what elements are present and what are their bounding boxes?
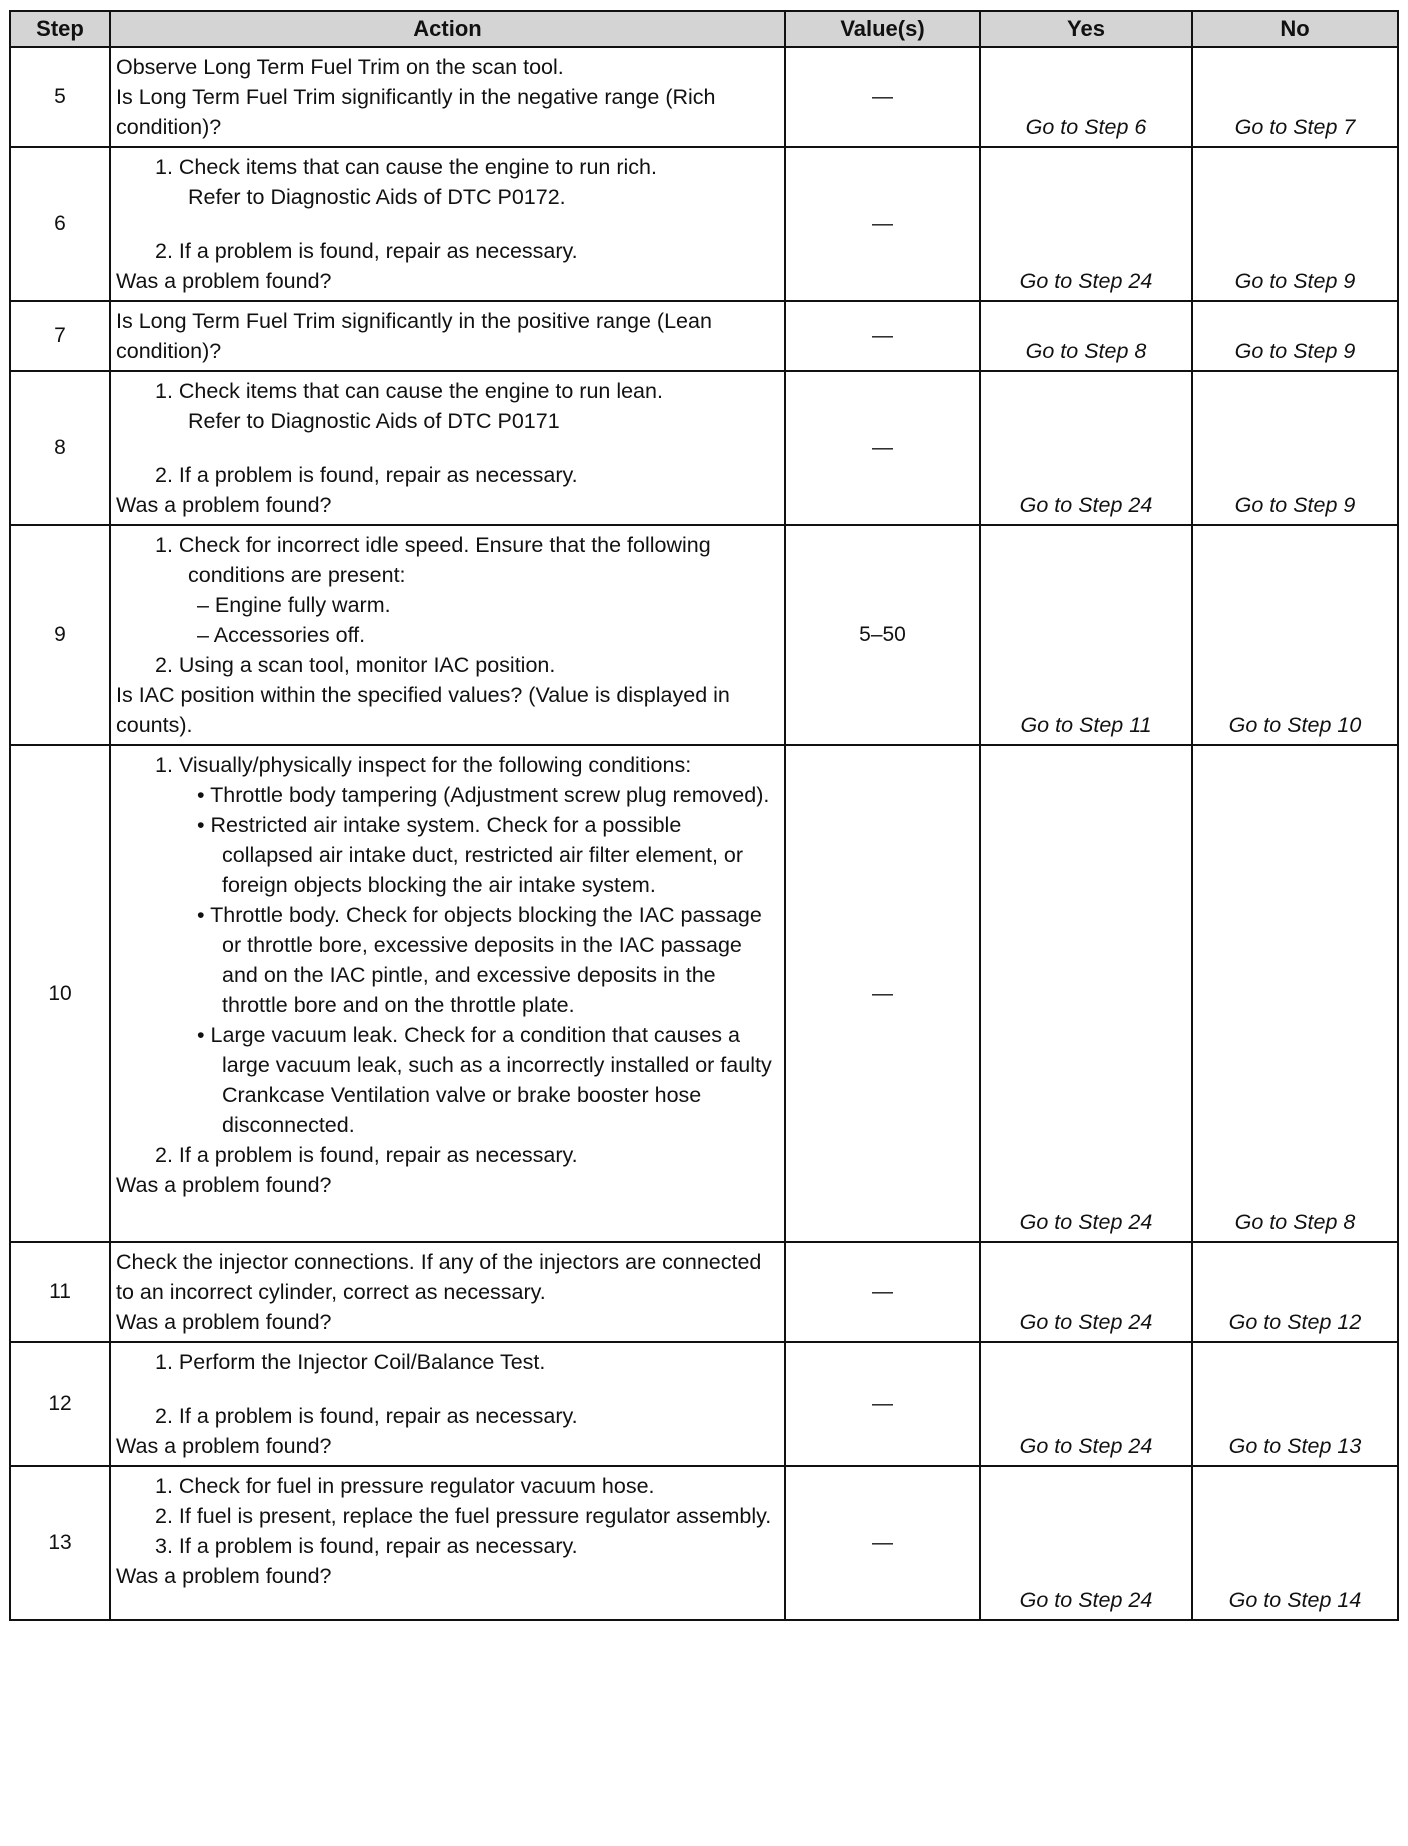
step-number: 13 (10, 1466, 110, 1620)
value-cell: — (785, 1242, 980, 1342)
table-body (10, 47, 1398, 1620)
action-line: Was a problem found? (116, 269, 332, 293)
no-result: Go to Step 13 (1192, 1342, 1398, 1466)
action-line: Was a problem found? (116, 1310, 332, 1334)
yes-result: Go to Step 24 (980, 147, 1192, 301)
action-line: Refer to Diagnostic Aids of DTC P0171 (188, 409, 560, 433)
value-cell: — (785, 47, 980, 147)
yes-result: Go to Step 24 (980, 1466, 1192, 1620)
action-line: 1. Check for incorrect idle speed. Ensure that the following conditions are present: (155, 533, 711, 587)
value-cell: — (785, 301, 980, 371)
action-line: 2. If a problem is found, repair as necessary. (155, 239, 578, 263)
spacer (116, 436, 778, 460)
table-row (10, 745, 1398, 1242)
action-line: 1. Check items that can cause the engine to run lean. (155, 379, 663, 403)
action-line: 2. If a problem is found, repair as necessary. (155, 1143, 578, 1167)
no-result: Go to Step 9 (1192, 147, 1398, 301)
table-row (10, 1466, 1398, 1620)
yes-result: Go to Step 24 (980, 371, 1192, 525)
action-line: Was a problem found? (116, 1173, 332, 1197)
action-line: Was a problem found? (116, 1564, 332, 1588)
step-number: 12 (10, 1342, 110, 1466)
action-cell (110, 301, 785, 371)
action-cell (110, 1466, 785, 1620)
action-line: Was a problem found? (116, 493, 332, 517)
header-step: Step (10, 11, 110, 47)
action-line: • Restricted air intake system. Check for a possible collapsed air intake duct, restricted air filter element, or foreign objects blocking the air intake system. (197, 813, 744, 897)
step-number: 11 (10, 1242, 110, 1342)
no-result: Go to Step 9 (1192, 301, 1398, 371)
yes-result: Go to Step 24 (980, 745, 1192, 1242)
yes-result: Go to Step 6 (980, 47, 1192, 147)
step-number: 8 (10, 371, 110, 525)
yes-result: Go to Step 8 (980, 301, 1192, 371)
action-line: Is Long Term Fuel Trim significantly in the positive range (Lean condition)? (116, 309, 712, 363)
step-number: 10 (10, 745, 110, 1242)
action-line: Was a problem found? (116, 1434, 332, 1458)
value-cell: — (785, 745, 980, 1242)
action-line: 1. Visually/physically inspect for the following conditions: (155, 753, 692, 777)
action-line: 1. Check items that can cause the engine to run rich. (155, 155, 657, 179)
header-action: Action (110, 11, 785, 47)
table-row (10, 47, 1398, 147)
step-number: 7 (10, 301, 110, 371)
step-number: 9 (10, 525, 110, 745)
header-no: No (1192, 11, 1398, 47)
no-result: Go to Step 14 (1192, 1466, 1398, 1620)
step-number: 5 (10, 47, 110, 147)
action-line: 2. If a problem is found, repair as necessary. (155, 463, 578, 487)
action-line: 2. If fuel is present, replace the fuel pressure regulator assembly. (155, 1504, 772, 1528)
action-cell (110, 47, 785, 147)
value-cell: — (785, 1342, 980, 1466)
value-cell: 5–50 (785, 525, 980, 745)
action-line: Is IAC position within the specified values? (Value is displayed in counts). (116, 683, 730, 737)
header-row (10, 11, 1398, 47)
action-line: 1. Perform the Injector Coil/Balance Test. (155, 1350, 546, 1374)
action-line: • Throttle body. Check for objects blocking the IAC passage or throttle bore, excessive deposits in the IAC passage and on the IAC pintle, and excessive deposits in the throttle bore and on the throttle plate. (197, 903, 762, 1017)
no-result: Go to Step 12 (1192, 1242, 1398, 1342)
table-row (10, 1342, 1398, 1466)
action-cell (110, 1242, 785, 1342)
value-cell: — (785, 371, 980, 525)
spacer (116, 1377, 778, 1401)
action-cell (110, 147, 785, 301)
header-values: Value(s) (785, 11, 980, 47)
table-row (10, 147, 1398, 301)
no-result: Go to Step 7 (1192, 47, 1398, 147)
action-cell (110, 371, 785, 525)
action-line: Refer to Diagnostic Aids of DTC P0172. (188, 185, 566, 209)
action-line: 3. If a problem is found, repair as necessary. (155, 1534, 578, 1558)
value-cell: — (785, 147, 980, 301)
action-cell (110, 525, 785, 745)
action-line: 2. Using a scan tool, monitor IAC position. (155, 653, 556, 677)
spacer (116, 212, 778, 236)
yes-result: Go to Step 24 (980, 1242, 1192, 1342)
diagnostic-table (9, 10, 1399, 1621)
action-line: 2. If a problem is found, repair as necessary. (155, 1404, 578, 1428)
action-line: Observe Long Term Fuel Trim on the scan tool. (116, 55, 564, 79)
action-line: Check the injector connections. If any of the injectors are connected to an incorrect cylinder, correct as necessary. (116, 1250, 762, 1304)
action-line: – Engine fully warm. (197, 593, 391, 617)
action-line: • Throttle body tampering (Adjustment screw plug removed). (197, 783, 770, 807)
no-result: Go to Step 10 (1192, 525, 1398, 745)
value-cell: — (785, 1466, 980, 1620)
action-cell (110, 745, 785, 1242)
header-yes: Yes (980, 11, 1192, 47)
yes-result: Go to Step 24 (980, 1342, 1192, 1466)
yes-result: Go to Step 11 (980, 525, 1192, 745)
action-line: • Large vacuum leak. Check for a condition that causes a large vacuum leak, such as a incorrectly installed or faulty Crankcase Ventilation valve or brake booster hose disconnected. (197, 1023, 772, 1137)
no-result: Go to Step 9 (1192, 371, 1398, 525)
table-row (10, 301, 1398, 371)
action-line: 1. Check for fuel in pressure regulator vacuum hose. (155, 1474, 655, 1498)
table-row (10, 525, 1398, 745)
action-line: Is Long Term Fuel Trim significantly in the negative range (Rich condition)? (116, 85, 716, 139)
no-result: Go to Step 8 (1192, 745, 1398, 1242)
table-row (10, 1242, 1398, 1342)
table-row (10, 371, 1398, 525)
action-line: – Accessories off. (197, 623, 366, 647)
action-cell (110, 1342, 785, 1466)
step-number: 6 (10, 147, 110, 301)
